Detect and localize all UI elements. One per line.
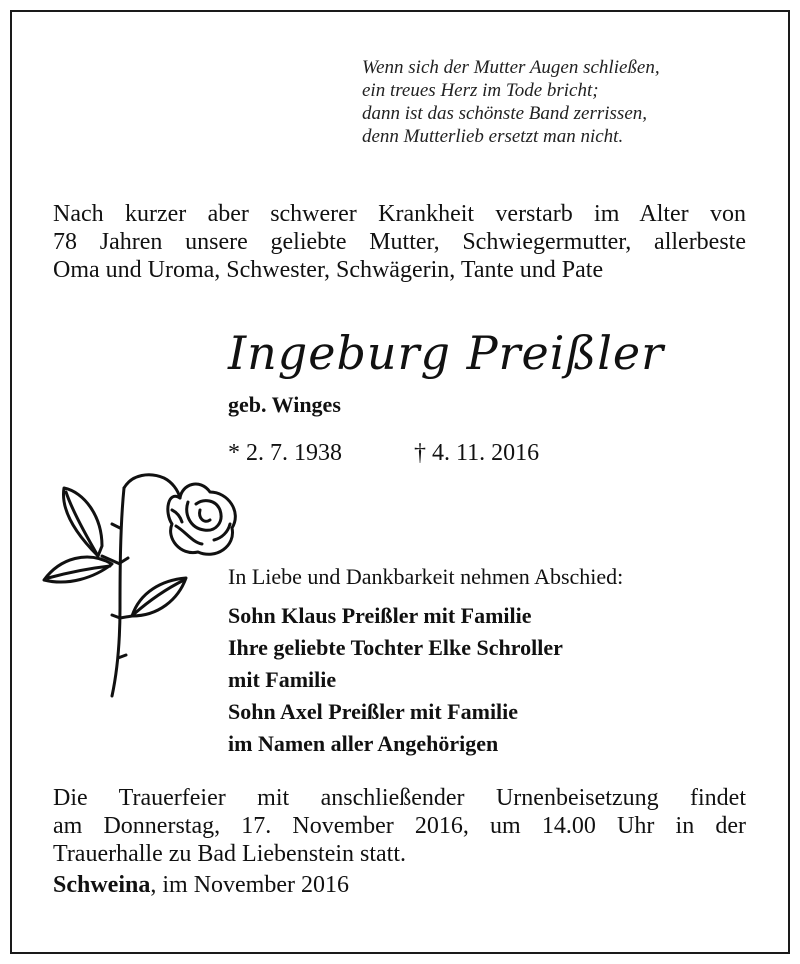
- rose-icon: [40, 468, 250, 700]
- mourner-line: im Namen aller Angehörigen: [228, 731, 499, 756]
- service-info: [53, 784, 746, 868]
- poem-line: Wenn sich der Mutter Augen schließen,: [362, 57, 660, 78]
- poem-line: ein treues Herz im Tode bricht;: [362, 80, 599, 101]
- place-date: [53, 872, 349, 899]
- poem: [362, 56, 762, 148]
- place-town: Schweina: [53, 872, 151, 898]
- poem-line: denn Mutterlieb ersetzt man nicht.: [362, 126, 624, 147]
- service-line: Die Trauerfeier mit anschließender Urnenbeisetzung findet: [53, 785, 746, 811]
- mourner-line: Sohn Axel Preißler mit Familie: [228, 699, 519, 724]
- place-month: , im November 2016: [150, 872, 349, 898]
- intro-line: Oma und Uroma, Schwester, Schwägerin, Tante und Pate: [53, 257, 604, 283]
- intro-line: Nach kurzer aber schwerer Krankheit verstarb im Alter von: [53, 201, 746, 227]
- mourner-line: Ihre geliebte Tochter Elke Schroller: [228, 635, 563, 660]
- deceased-name: Ingeburg Preißler: [228, 326, 665, 380]
- intro-line: 78 Jahren unsere geliebte Mutter, Schwiegermutter, allerbeste: [53, 229, 746, 255]
- poem-line: dann ist das schönste Band zerrissen,: [362, 103, 647, 124]
- maiden-name: geb. Winges: [228, 392, 341, 417]
- death-date: † 4. 11. 2016: [414, 440, 540, 466]
- intro-text: [53, 200, 746, 284]
- service-line: Trauerhalle zu Bad Liebenstein statt.: [53, 841, 407, 867]
- mourner-line: mit Familie: [228, 667, 337, 692]
- farewell-intro: In Liebe und Dankbarkeit nehmen Abschied:: [228, 564, 624, 589]
- mourner-line: Sohn Klaus Preißler mit Familie: [228, 603, 532, 628]
- mourners-list: [228, 600, 563, 760]
- service-line: am Donnerstag, 17. November 2016, um 14.00 Uhr in der: [53, 813, 746, 839]
- birth-date: * 2. 7. 1938: [228, 440, 342, 466]
